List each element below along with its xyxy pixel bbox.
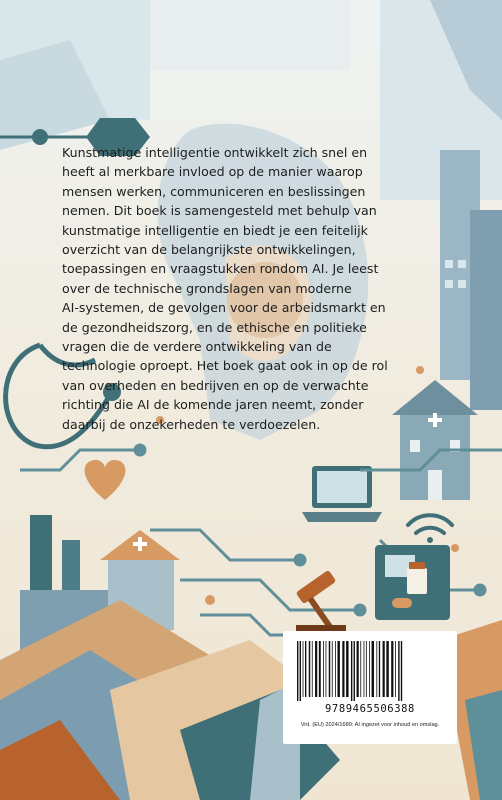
barcode-bar [354,641,355,701]
barcode-bars [295,641,445,701]
ai-legal-notice: Vrd. (EU) 2024/1689: AI ingezet voor inhoud en omslag. [300,722,440,728]
barcode-bar [395,641,396,697]
barcode-bar [312,641,313,697]
barcode-bar [329,641,331,697]
barcode-bar [366,641,367,697]
barcode-bar [372,641,374,697]
back-cover-blurb: Kunstmatige intelligentie ontwikkelt zich snel en heeft al merkbare invloed op de manier waarop mensen werken, communiceren en beslissingen nemen. Dit boek is samengesteld met behulp van kunstmatige intelligentie en biedt je een feitelijk overzicht van de belangrijkste ontwikkelingen, toepassingen en vraagstukken rondom AI. Je leest over de technische grondslagen van moderne AI-systemen, de gevolgen voor de arbeidsmarkt en de gezondheidszorg, en de ethische en politieke vragen die de verdere ontwikkeling van de technologie oproept. Het boek gaat ook in op de rol van overheden en bedrijven en op de verwachte richting die AI de komende jaren neemt, zonder daarbij de onzekerheden te verdoezelen. [62,145,388,432]
barcode-label [283,631,457,744]
bg-panel-top [150,0,350,70]
barcode-bar [309,641,311,697]
wifi-icon [408,515,452,543]
barcode-bar [360,641,361,697]
barcode-bar [323,641,324,697]
barcode-bar [337,641,339,697]
barcode-bar [305,641,306,697]
barcode-bar [386,641,388,697]
barcode-bar [300,641,301,701]
barcode-bar [357,641,359,697]
gavel-icon [296,570,346,633]
barcode-bar [401,641,402,701]
barcode-bar [319,641,321,697]
barcode-bar [346,641,348,697]
isbn-number: 9789465506388 [325,703,415,715]
barcode-bar [364,641,365,697]
barcode-bar [376,641,377,697]
barcode-bar [351,641,352,701]
barcode-bar [335,641,336,697]
barcode-bar [297,641,298,701]
barcode-bar [398,641,399,701]
barcode-bar [383,641,385,697]
barcode-bar [303,641,304,697]
barcode-bar [342,641,344,697]
medicine-bottle-icon [375,545,450,620]
barcode-bar [391,641,393,697]
barcode-bar [332,641,333,697]
laptop-icon [302,466,382,522]
barcode-bar [315,641,317,697]
barcode-bar [326,641,327,697]
barcode-bar [379,641,380,697]
heart-icon [85,460,126,500]
barcode-bar [369,641,370,697]
